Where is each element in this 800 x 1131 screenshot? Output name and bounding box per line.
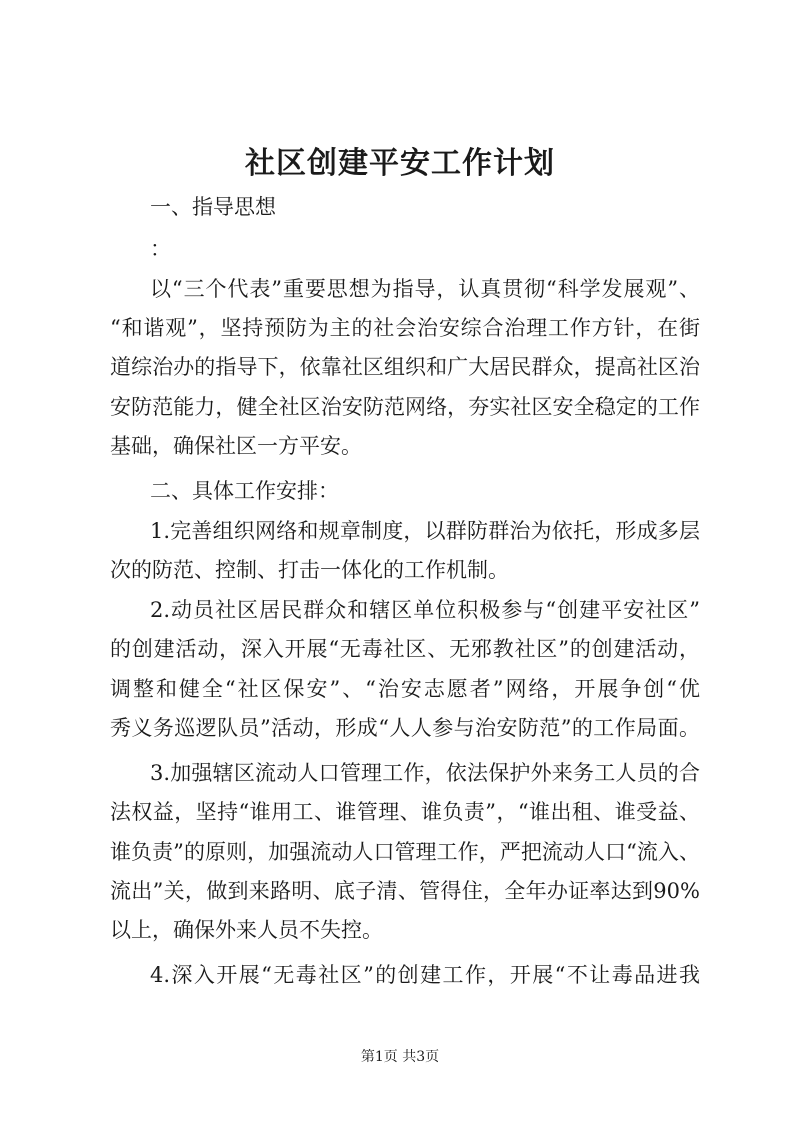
paragraph-line: 以上，确保外来人员不失控。: [110, 918, 383, 942]
paragraph-line: 次的防范、控制、打击一体化的工作机制。: [110, 558, 509, 582]
paragraph-line: “和谐观”，坚持预防为主的社会治安综合治理工作方针，在街: [110, 316, 700, 340]
section-heading-guiding-thought: 一、指导思想: [150, 195, 276, 219]
paragraph-line: 4.深入开展“无毒社区”的创建工作，开展“不让毒品进我: [150, 963, 700, 987]
paragraph-line: 2.动员社区居民群众和辖区单位积极参与“创建平安社区”: [150, 598, 700, 622]
paragraph-line: 秀义务巡逻队员”活动，形成“人人参与治安防范”的工作局面。: [110, 716, 700, 740]
paragraph-line: 基础，确保社区一方平安。: [110, 434, 362, 458]
paragraph-line: 的创建活动，深入开展“无毒社区、无邪教社区”的创建活动，: [110, 637, 700, 661]
section-heading-work-arrangement: 二、具体工作安排：: [150, 479, 339, 503]
paragraph-line: 谁负责”的原则，加强流动人口管理工作，严把流动人口“流入、: [110, 840, 700, 864]
paragraph-line: ：: [150, 237, 171, 261]
document-title: 社区创建平安工作计划: [245, 146, 555, 181]
paragraph-line: 流出”关，做到来路明、底子清、管得住，全年办证率达到90%: [110, 879, 700, 903]
paragraph-line: 以“三个代表”重要思想为指导，认真贯彻“科学发展观”、: [150, 277, 700, 301]
paragraph-line: 3.加强辖区流动人口管理工作，依法保护外来务工人员的合: [150, 761, 700, 785]
paragraph-line: 安防范能力，健全社区治安防范网络，夯实社区安全稳定的工作: [110, 395, 700, 419]
paragraph-line: 1.完善组织网络和规章制度，以群防群治为依托，形成多层: [150, 519, 700, 543]
paragraph-line: 道综治办的指导下，依靠社区组织和广大居民群众，提高社区治: [110, 355, 700, 379]
page-number-footer: 第1页 共3页: [360, 1049, 440, 1065]
paragraph-line: 调整和健全“社区保安”、“治安志愿者”网络，开展争创“优: [110, 677, 700, 701]
paragraph-line: 法权益，坚持“谁用工、谁管理、谁负责”，“谁出租、谁受益、: [110, 800, 700, 824]
